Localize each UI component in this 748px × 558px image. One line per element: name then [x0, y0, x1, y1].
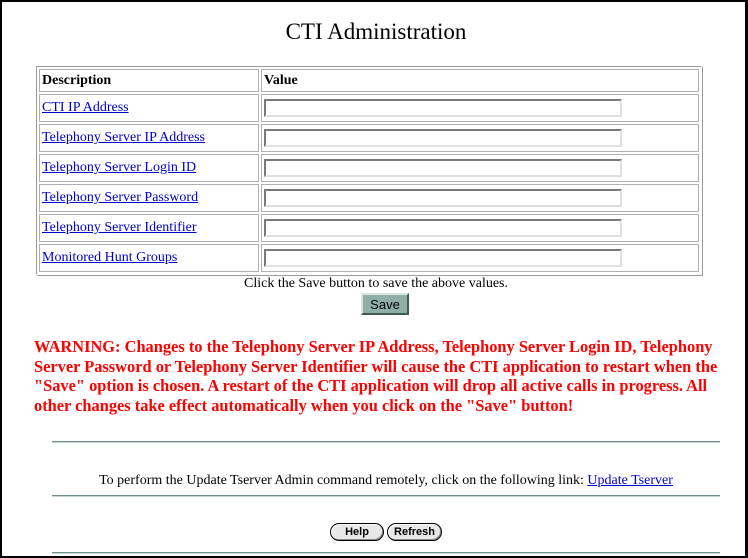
remote-update-text: To perform the Update Tserver Admin command remotely, click on the following link: — [99, 473, 588, 488]
table-row — [39, 184, 699, 212]
refresh-button[interactable]: Refresh — [387, 523, 442, 541]
page-title: CTI Administration — [285, 19, 467, 44]
table-row — [39, 154, 699, 182]
divider-bottom — [52, 552, 720, 554]
table-row — [39, 244, 699, 272]
cti-ip-address-link[interactable]: CTI IP Address — [42, 100, 129, 115]
telephony-server-password-link[interactable]: Telephony Server Password — [42, 190, 199, 205]
divider-middle — [52, 495, 720, 497]
update-tserver-link[interactable]: Update Tserver — [587, 473, 673, 488]
table-header-row — [39, 69, 699, 92]
telephony-server-ip-address-link[interactable]: Telephony Server IP Address — [42, 130, 205, 145]
save-hint: Click the Save button to save the above values. — [244, 276, 508, 291]
table-row — [39, 214, 699, 242]
save-button[interactable]: Save — [361, 293, 409, 315]
warning-message: WARNING: Changes to the Telephony Server IP Address, Telephony Server Login ID, Telephony Server Password or Telephony Server Identifier will cause the CTI application to restart when the "Save" option is chosen. A restart of the CTI application will drop all active calls in progress. All other changes take effect automatically when you click on the "Save" button! — [34, 337, 718, 415]
telephony-server-identifier-input[interactable] — [264, 219, 622, 237]
remote-update-line — [2, 472, 748, 489]
table-row — [39, 124, 699, 152]
telephony-server-ip-address-input[interactable] — [264, 129, 622, 147]
divider-top — [52, 441, 720, 443]
table-row — [39, 94, 699, 122]
telephony-server-identifier-link[interactable]: Telephony Server Identifier — [42, 220, 197, 235]
telephony-server-login-id-input[interactable] — [264, 159, 622, 177]
cti-ip-address-input[interactable] — [264, 99, 622, 117]
settings-table — [36, 66, 702, 275]
column-header-value: Value — [261, 69, 699, 92]
telephony-server-password-input[interactable] — [264, 189, 622, 207]
monitored-hunt-groups-link[interactable]: Monitored Hunt Groups — [42, 250, 178, 265]
column-header-description: Description — [39, 69, 259, 92]
monitored-hunt-groups-input[interactable] — [264, 249, 622, 267]
help-button[interactable]: Help — [330, 523, 384, 541]
telephony-server-login-id-link[interactable]: Telephony Server Login ID — [42, 160, 197, 175]
